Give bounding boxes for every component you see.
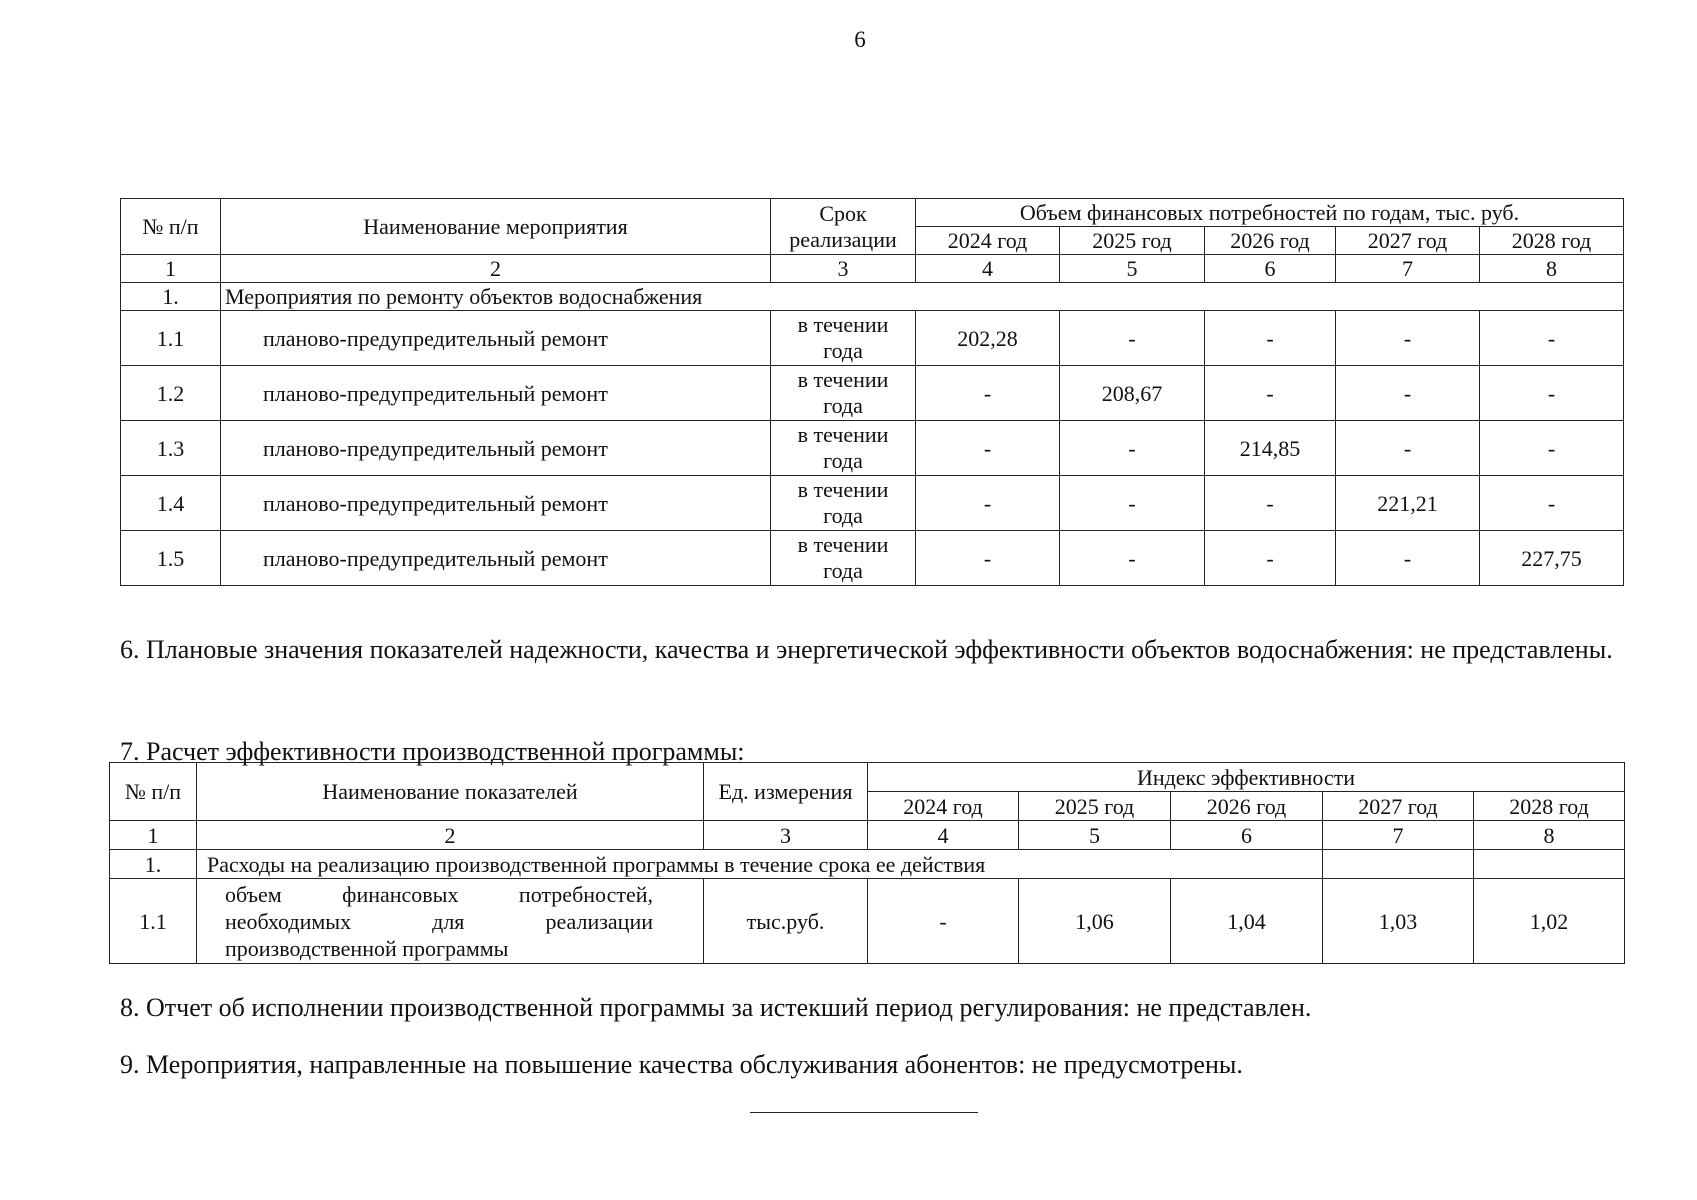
row-name (197, 879, 704, 964)
row-value: 202,28 (916, 311, 1060, 366)
paragraph-8: 8. Отчет об исполнении производственной программы за истекший период регулирования: не представлен. (120, 993, 1312, 1022)
row-period: в течении года (771, 476, 916, 531)
header-year: 2024 год (916, 227, 1060, 255)
row-name: планово-предупредительный ремонт (221, 311, 771, 366)
header-year: 2024 год (868, 792, 1019, 821)
row-value: 221,21 (1336, 476, 1480, 531)
row-value: - (1336, 531, 1480, 586)
efficiency-table (109, 762, 1625, 964)
row-value: - (916, 476, 1060, 531)
empty-cell (1323, 850, 1474, 879)
col-number: 7 (1336, 255, 1480, 283)
row-num: 1.1 (121, 311, 221, 366)
table-row (110, 879, 1625, 964)
row-name-line: необходимых для реализации (225, 908, 653, 934)
col-number: 5 (1019, 821, 1171, 850)
row-name: планово-предупредительный ремонт (221, 476, 771, 531)
row-name: планово-предупредительный ремонт (221, 366, 771, 421)
row-value: - (1480, 366, 1624, 421)
row-value: - (1336, 311, 1480, 366)
col-number: 1 (110, 821, 197, 850)
col-number: 8 (1480, 255, 1624, 283)
row-value: - (1336, 421, 1480, 476)
row-num: 1.5 (121, 531, 221, 586)
header-name: Наименование показателей (197, 763, 704, 821)
col-number: 3 (771, 255, 916, 283)
col-number: 2 (221, 255, 771, 283)
row-value: - (1060, 476, 1205, 531)
row-num: 1.2 (121, 366, 221, 421)
table-row (121, 311, 1624, 366)
row-name-line: производственной программы (225, 935, 509, 961)
header-year: 2028 год (1474, 792, 1625, 821)
header-unit: Ед. измерения (704, 763, 868, 821)
row-value: - (1060, 531, 1205, 586)
row-value: - (1060, 311, 1205, 366)
section-title: Мероприятия по ремонту объектов водоснабжения (221, 283, 1624, 311)
row-value: - (1205, 311, 1336, 366)
header-year: 2025 год (1060, 227, 1205, 255)
table-row (121, 366, 1624, 421)
row-name: планово-предупредительный ремонт (221, 531, 771, 586)
header-year: 2026 год (1205, 227, 1336, 255)
row-value: 1,04 (1171, 879, 1323, 964)
row-value: - (1205, 531, 1336, 586)
row-value: - (1060, 421, 1205, 476)
col-number: 4 (868, 821, 1019, 850)
row-value: - (1205, 366, 1336, 421)
row-value: 1,06 (1019, 879, 1171, 964)
section-num: 1. (110, 850, 197, 879)
col-number: 7 (1323, 821, 1474, 850)
section-num: 1. (121, 283, 221, 311)
header-year: 2027 год (1336, 227, 1480, 255)
row-num: 1.1 (110, 879, 197, 964)
row-value: - (916, 531, 1060, 586)
row-period: в течении года (771, 421, 916, 476)
header-year: 2028 год (1480, 227, 1624, 255)
row-value: - (916, 421, 1060, 476)
table-row (121, 531, 1624, 586)
row-value: 208,67 (1060, 366, 1205, 421)
row-unit: тыс.руб. (704, 879, 868, 964)
row-period: в течении года (771, 311, 916, 366)
header-year: 2025 год (1019, 792, 1171, 821)
closing-separator-line (750, 1112, 978, 1113)
table-row (121, 421, 1624, 476)
row-value: 227,75 (1480, 531, 1624, 586)
row-value: 1,02 (1474, 879, 1625, 964)
header-period: Срок реализации (771, 199, 916, 255)
col-number: 1 (121, 255, 221, 283)
table-row (121, 476, 1624, 531)
row-value: - (1205, 476, 1336, 531)
col-number: 6 (1171, 821, 1323, 850)
header-year: 2027 год (1323, 792, 1474, 821)
col-number: 5 (1060, 255, 1205, 283)
row-num: 1.3 (121, 421, 221, 476)
paragraph-6: 6. Плановые значения показателей надежности, качества и энергетической эффективности объектов водоснабжения: не представлены. (120, 635, 1613, 664)
header-volume: Объем финансовых потребностей по годам, тыс. руб. (916, 199, 1624, 227)
col-number: 3 (704, 821, 868, 850)
row-num: 1.4 (121, 476, 221, 531)
header-year: 2026 год (1171, 792, 1323, 821)
row-value: - (1480, 421, 1624, 476)
row-period: в течении года (771, 531, 916, 586)
col-number: 2 (197, 821, 704, 850)
row-value: - (916, 366, 1060, 421)
col-number: 6 (1205, 255, 1336, 283)
col-number: 4 (916, 255, 1060, 283)
header-name: Наименование мероприятия (221, 199, 771, 255)
header-num: № п/п (110, 763, 197, 821)
paragraph-9: 9. Мероприятия, направленные на повышение качества обслуживания абонентов: не предусмотрены. (120, 1050, 1243, 1079)
row-name-line: объем финансовых потребностей, (225, 881, 653, 907)
financial-needs-table (120, 198, 1624, 586)
row-period: в течении года (771, 366, 916, 421)
empty-cell (1474, 850, 1625, 879)
row-value: - (1480, 311, 1624, 366)
row-name: планово-предупредительный ремонт (221, 421, 771, 476)
row-value: 1,03 (1323, 879, 1474, 964)
paragraph-7: 7. Расчет эффективности производственной программы: (120, 737, 745, 766)
header-index: Индекс эффективности (868, 763, 1625, 792)
row-value: - (1480, 476, 1624, 531)
row-value: - (1336, 366, 1480, 421)
section-title: Расходы на реализацию производственной программы в течение срока ее действия (197, 850, 1323, 879)
row-value: - (868, 879, 1019, 964)
page-number: 6 (854, 27, 866, 52)
col-number: 8 (1474, 821, 1625, 850)
row-value: 214,85 (1205, 421, 1336, 476)
header-num: № п/п (121, 199, 221, 255)
